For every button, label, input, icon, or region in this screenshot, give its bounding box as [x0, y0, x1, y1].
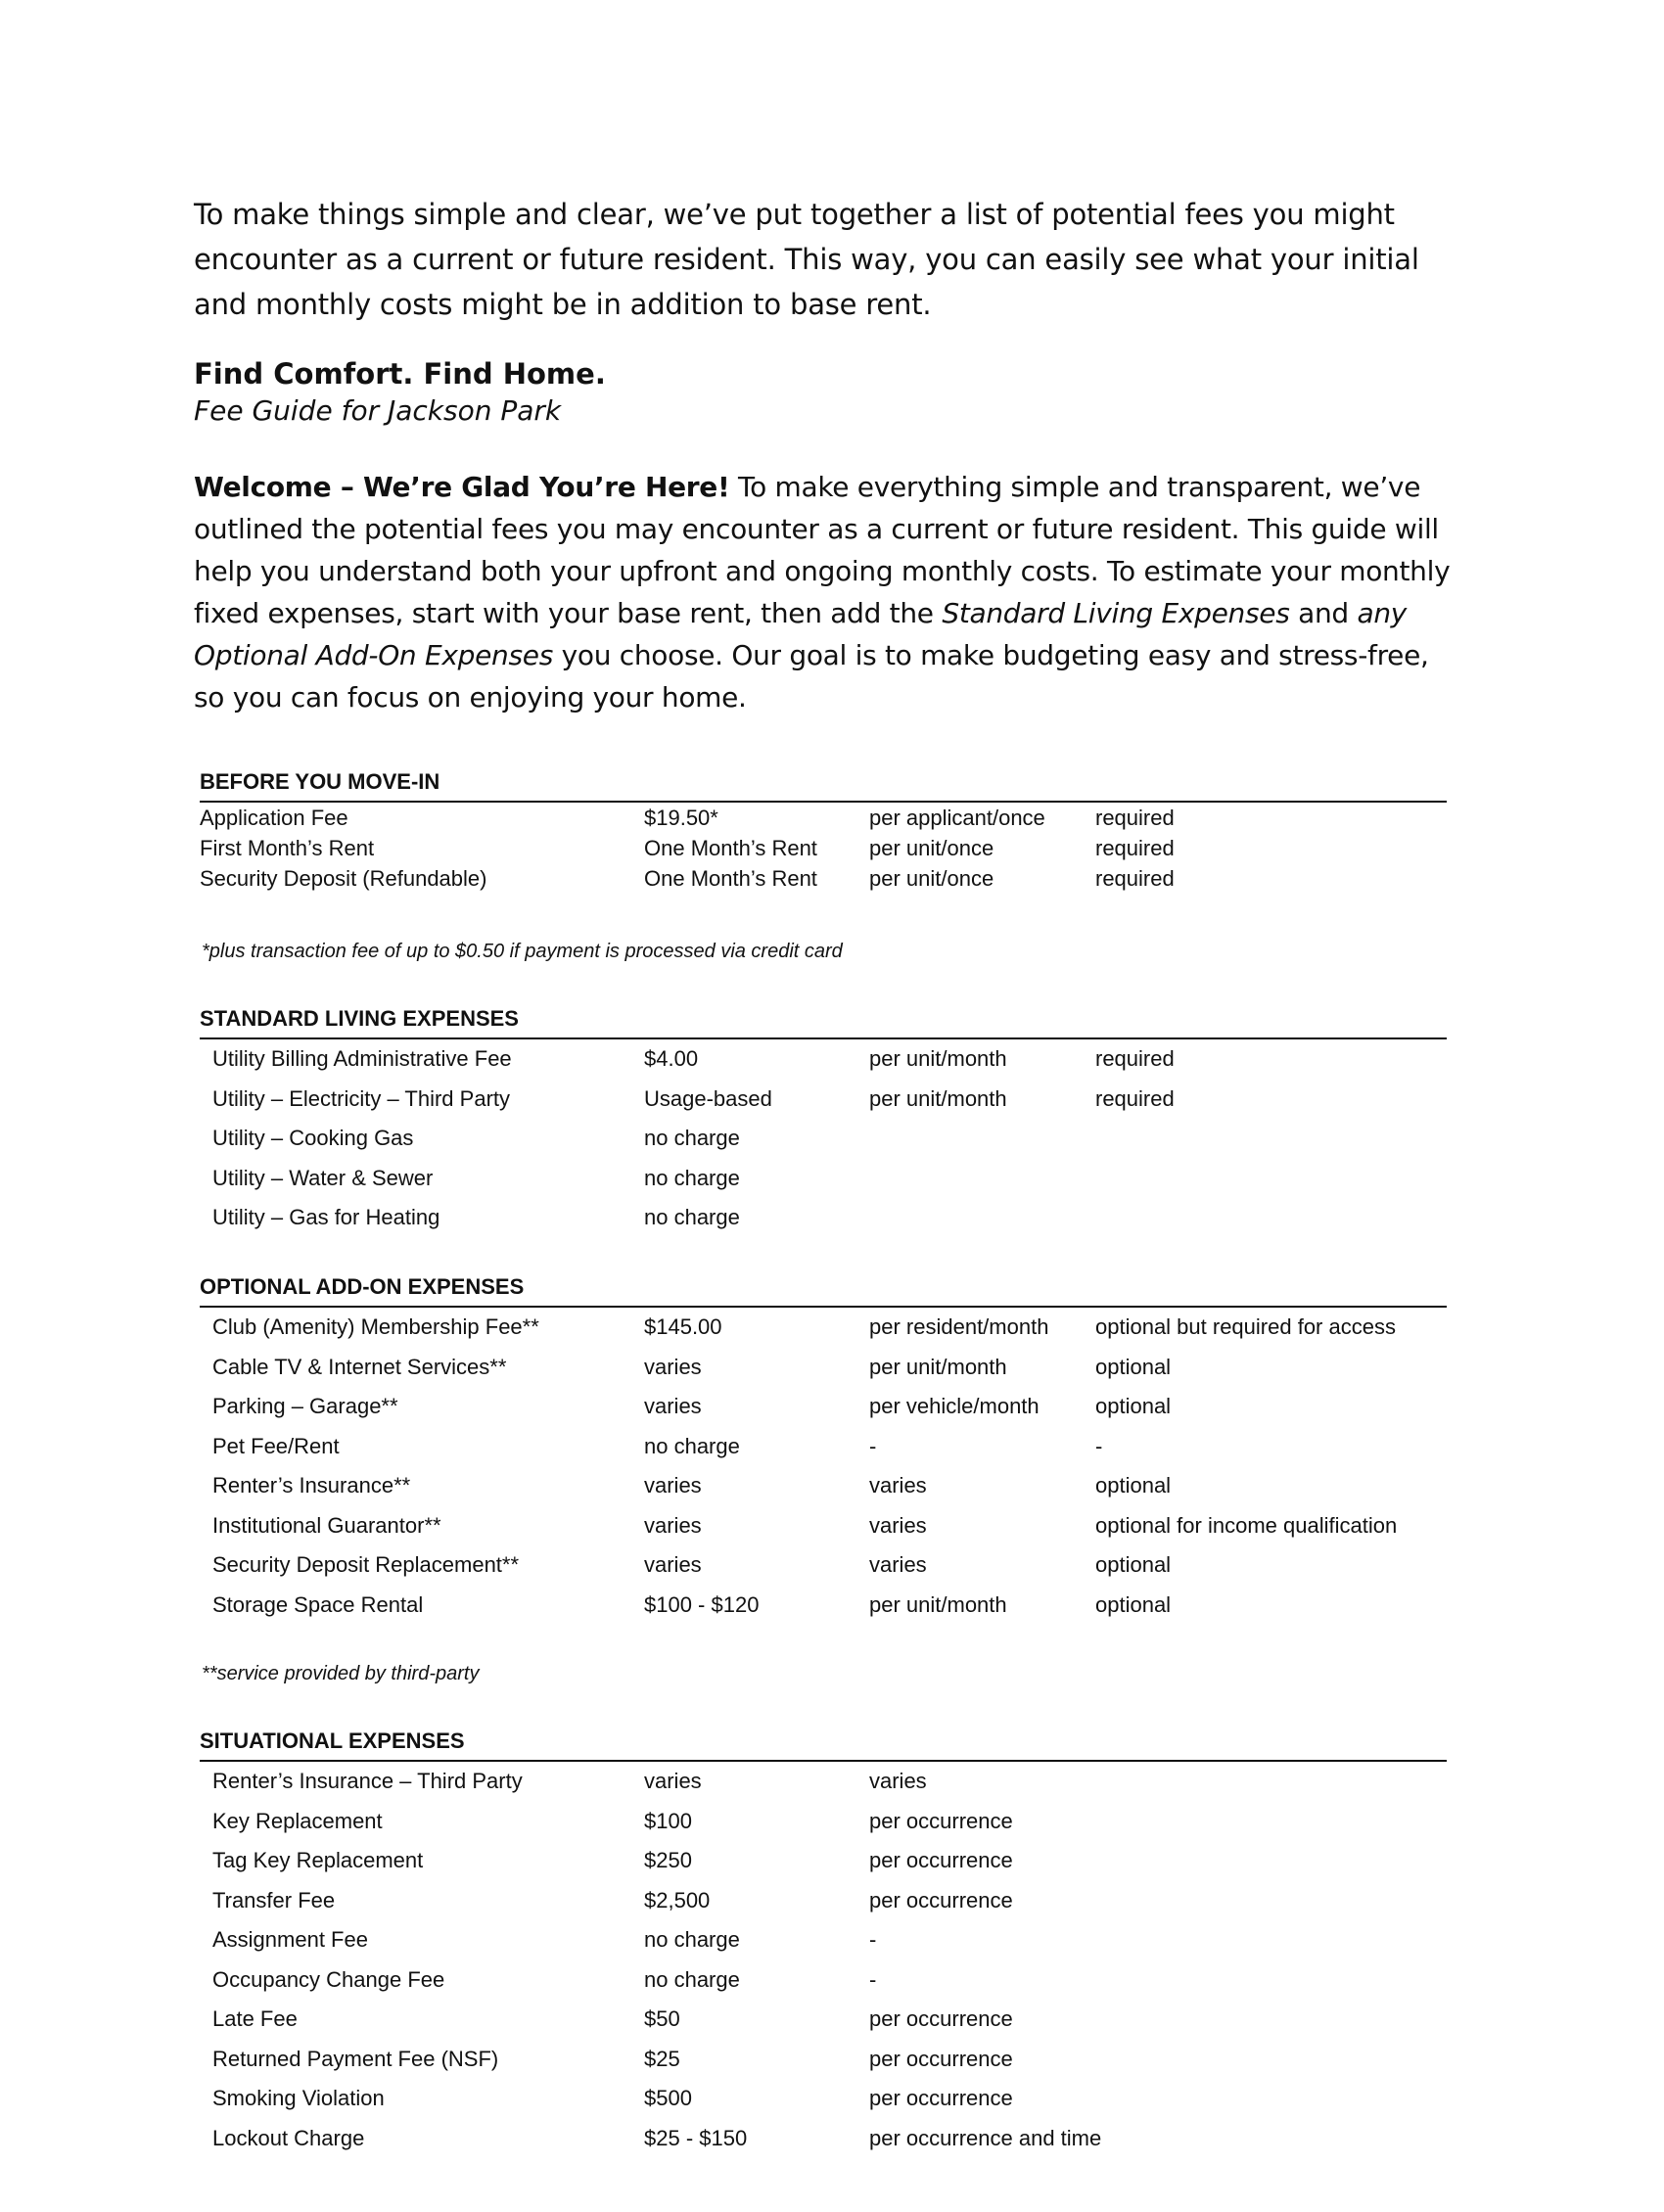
fee-name: Application Fee — [200, 806, 348, 830]
fee-row — [200, 1960, 1447, 2001]
fee-frequency: per unit/once — [869, 836, 994, 860]
fee-frequency: per occurrence — [869, 1848, 1013, 1872]
fee-amount: $50 — [644, 2006, 680, 2031]
fee-name: Key Replacement — [212, 1808, 383, 1833]
section-standard-living — [200, 1004, 1447, 1238]
fee-frequency: per occurrence — [869, 2046, 1013, 2071]
fee-name: Tag Key Replacement — [212, 1848, 424, 1872]
fee-name: First Month’s Rent — [200, 836, 375, 860]
fee-amount: Usage-based — [644, 1085, 772, 1111]
section-title: BEFORE YOU MOVE-IN — [200, 767, 1447, 803]
fee-name: Utility – Water & Sewer — [212, 1165, 434, 1190]
fee-frequency: per unit/month — [869, 1046, 1007, 1071]
fee-requirement: - — [1095, 1433, 1103, 1458]
fee-frequency: per vehicle/month — [869, 1394, 1040, 1418]
guide-subtitle: Fee Guide for Jackson Park — [194, 394, 562, 427]
fee-frequency: per unit/month — [869, 1085, 1007, 1111]
fee-requirement: optional — [1095, 1552, 1172, 1577]
fee-row — [200, 1506, 1447, 1546]
fee-row — [200, 1762, 1447, 1802]
welcome-lead: Welcome – We’re Glad You’re Here! — [194, 471, 730, 503]
fee-name: Pet Fee/Rent — [212, 1433, 340, 1458]
fee-amount: $500 — [644, 2086, 692, 2110]
fee-frequency: - — [869, 1966, 877, 1992]
fee-frequency: varies — [869, 1552, 927, 1577]
fee-row — [200, 1920, 1447, 1960]
fee-frequency: per unit/month — [869, 1354, 1007, 1379]
welcome-text-1: To make everything simple and transparent, we’ve outlined the potential fees you may encounter as a current or future resident. This guide will help you understand both your upfront and ongoing monthly costs. To estimate your monthly fixed expenses, start with your base rent, then add the — [194, 471, 1451, 629]
fee-requirement: required — [1095, 806, 1175, 830]
fee-name: Security Deposit Replacement** — [212, 1552, 520, 1577]
move-in-footnote: *plus transaction fee of up to $0.50 if payment is processed via credit card — [202, 941, 843, 962]
fee-amount: varies — [644, 1394, 702, 1418]
fee-row — [200, 1159, 1447, 1199]
fee-amount: $145.00 — [644, 1314, 722, 1339]
fee-name: Assignment Fee — [212, 1927, 368, 1952]
fee-amount: $4.00 — [644, 1046, 699, 1071]
fee-requirement: required — [1095, 836, 1175, 860]
fee-amount: $100 - $120 — [644, 1591, 760, 1617]
fee-frequency: per occurrence — [869, 1808, 1013, 1833]
fee-name: Utility – Electricity – Third Party — [212, 1085, 511, 1111]
section-optional-add-on — [200, 1272, 1447, 1625]
fee-frequency: per occurrence and time — [869, 2125, 1102, 2150]
fee-requirement: optional — [1095, 1591, 1172, 1617]
welcome-paragraph — [194, 466, 1466, 718]
fee-frequency: per occurrence — [869, 2006, 1013, 2031]
fee-requirement: optional for income qualification — [1095, 1512, 1398, 1538]
fee-row — [200, 2000, 1447, 2040]
fee-row — [200, 1841, 1447, 1881]
fee-amount: $250 — [644, 1848, 692, 1872]
fee-row — [200, 1466, 1447, 1506]
fee-row — [200, 1080, 1447, 1120]
welcome-text-3: you choose. Our goal is to make budgeting easy and stress-free, so you can focus on enjoying your home. — [194, 639, 1429, 714]
fee-frequency: per occurrence — [869, 1887, 1013, 1912]
section-title: STANDARD LIVING EXPENSES — [200, 1004, 1447, 1039]
welcome-italic-2: any Optional Add-On Expenses — [194, 597, 1408, 671]
fee-frequency: per resident/month — [869, 1314, 1049, 1339]
fee-frequency: - — [869, 1927, 877, 1952]
fee-frequency: varies — [869, 1512, 927, 1538]
fee-name: Late Fee — [212, 2006, 298, 2031]
fee-row — [200, 1427, 1447, 1467]
fee-name: Renter’s Insurance** — [212, 1473, 411, 1498]
fee-requirement: optional but required for access — [1095, 1314, 1396, 1339]
fee-row — [200, 833, 1447, 863]
fee-row — [200, 1119, 1447, 1159]
fee-amount: no charge — [644, 1165, 740, 1190]
fee-amount: $2,500 — [644, 1887, 711, 1912]
fee-name: Transfer Fee — [212, 1887, 336, 1912]
fee-name: Utility – Gas for Heating — [212, 1205, 440, 1229]
section-situational — [200, 1727, 1447, 2158]
fee-name: Returned Payment Fee (NSF) — [212, 2046, 499, 2071]
fee-name: Parking – Garage** — [212, 1394, 398, 1418]
fee-row — [200, 1039, 1447, 1080]
welcome-italic-1: Standard Living Expenses — [942, 597, 1290, 629]
fee-amount: $25 — [644, 2046, 680, 2071]
fee-row — [200, 1198, 1447, 1238]
fee-requirement: required — [1095, 866, 1175, 891]
fee-row — [200, 803, 1447, 833]
section-title: SITUATIONAL EXPENSES — [200, 1727, 1447, 1762]
fee-name: Lockout Charge — [212, 2125, 365, 2150]
fee-row — [200, 1802, 1447, 1842]
fee-frequency: per occurrence — [869, 2086, 1013, 2110]
fee-row — [200, 2040, 1447, 2080]
fee-row — [200, 2079, 1447, 2119]
fee-name: Occupancy Change Fee — [212, 1966, 445, 1992]
fee-amount: no charge — [644, 1433, 740, 1458]
fee-row — [200, 863, 1447, 894]
fee-name: Utility – Cooking Gas — [212, 1126, 414, 1150]
welcome-text-2: and — [1289, 597, 1358, 629]
fee-amount: One Month’s Rent — [644, 866, 817, 891]
fee-name: Smoking Violation — [212, 2086, 385, 2110]
third-party-footnote: **service provided by third-party — [202, 1663, 480, 1684]
fee-frequency: per unit/once — [869, 866, 994, 891]
fee-frequency: varies — [869, 1473, 927, 1498]
fee-row — [200, 1881, 1447, 1921]
fee-row — [200, 1586, 1447, 1626]
fee-amount: varies — [644, 1769, 702, 1793]
fee-requirement: optional — [1095, 1354, 1172, 1379]
fee-row — [200, 1387, 1447, 1427]
fee-amount: varies — [644, 1552, 702, 1577]
fee-row — [200, 1545, 1447, 1586]
fee-name: Cable TV & Internet Services** — [212, 1354, 507, 1379]
fee-name: Storage Space Rental — [212, 1591, 424, 1617]
fee-row — [200, 1308, 1447, 1348]
intro-paragraph: To make things simple and clear, we’ve put together a list of potential fees you might encounter as a current or future resident. This way, you can easily see what your initial and monthly costs might be in addition to base rent. — [194, 198, 1419, 321]
fee-requirement: required — [1095, 1046, 1175, 1071]
fee-amount: no charge — [644, 1126, 740, 1150]
fee-name: Security Deposit (Refundable) — [200, 866, 487, 891]
fee-amount: One Month’s Rent — [644, 836, 817, 860]
tagline-heading: Find Comfort. Find Home. — [194, 357, 606, 391]
fee-frequency: - — [869, 1433, 877, 1458]
fee-name: Club (Amenity) Membership Fee** — [212, 1314, 539, 1339]
fee-frequency: varies — [869, 1769, 927, 1793]
fee-amount: $19.50* — [644, 806, 718, 830]
fee-name: Utility Billing Administrative Fee — [212, 1046, 512, 1071]
fee-amount: no charge — [644, 1205, 740, 1229]
fee-name: Renter’s Insurance – Third Party — [212, 1769, 523, 1793]
fee-amount: $25 - $150 — [644, 2125, 748, 2150]
fee-requirement: optional — [1095, 1473, 1172, 1498]
fee-row — [200, 1348, 1447, 1388]
fee-requirement: required — [1095, 1085, 1175, 1111]
fee-amount: $100 — [644, 1808, 692, 1833]
fee-amount: varies — [644, 1512, 702, 1538]
fee-frequency: per unit/month — [869, 1591, 1007, 1617]
fee-amount: no charge — [644, 1927, 740, 1952]
fee-frequency: per applicant/once — [869, 806, 1045, 830]
fee-amount: varies — [644, 1354, 702, 1379]
section-before-move-in — [200, 767, 1447, 894]
fee-amount: no charge — [644, 1966, 740, 1992]
fee-row — [200, 2119, 1447, 2159]
fee-requirement: optional — [1095, 1394, 1172, 1418]
section-title: OPTIONAL ADD-ON EXPENSES — [200, 1272, 1447, 1308]
fee-name: Institutional Guarantor** — [212, 1512, 441, 1538]
fee-amount: varies — [644, 1473, 702, 1498]
